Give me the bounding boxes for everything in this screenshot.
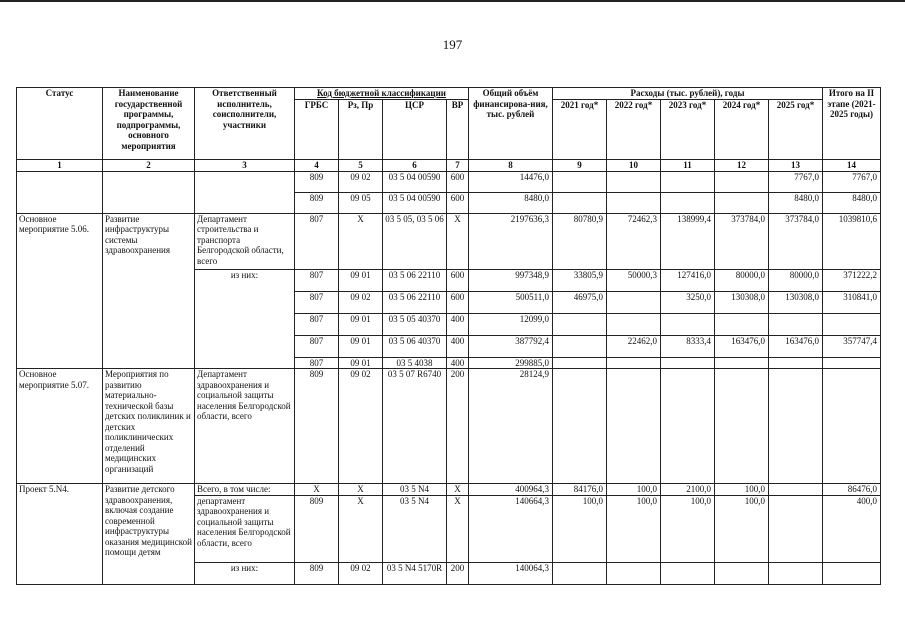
total-cell: 299885,0 [469,357,553,369]
y2023-cell [661,313,715,335]
col-num: 2 [103,160,195,172]
grbs-cell: Х [295,484,339,496]
responsible-cell: из них: [195,562,295,584]
vr-cell: 200 [447,562,469,584]
responsible-cell: Департамент строительства и транспорта Белгородской области, всего [195,213,295,269]
csr-cell: 03 5 05 40370 [383,313,447,335]
sum-cell: 86476,0 [823,484,881,496]
y2022-cell: 50000,3 [607,269,661,291]
grbs-cell: 807 [295,313,339,335]
y2023-cell: 100,0 [661,495,715,562]
total-cell: 387792,4 [469,335,553,357]
y2023-cell [661,192,715,213]
header-total-volume: Общий объём финансирова-ния, тыс. рублей [469,88,553,160]
y2025-cell [769,484,823,496]
grbs-cell: 807 [295,291,339,313]
grbs-cell: 809 [295,192,339,213]
col-num: 8 [469,160,553,172]
y2022-cell: 22462,0 [607,335,661,357]
rzpr-cell: 09 01 [339,269,383,291]
y2021-cell [553,562,607,584]
header-expenses: Расходы (тыс. рублей), годы [553,88,823,100]
y2024-cell: 163476,0 [715,335,769,357]
vr-cell: Х [447,495,469,562]
y2025-cell: 163476,0 [769,335,823,357]
y2021-cell [553,171,607,192]
rzpr-cell: Х [339,213,383,269]
sum-cell [823,562,881,584]
col-num: 9 [553,160,607,172]
y2025-cell [769,313,823,335]
status-cell: Основное мероприятие 5.07. [17,369,103,484]
grbs-cell: 807 [295,269,339,291]
col-num: 5 [339,160,383,172]
y2021-cell: 46975,0 [553,291,607,313]
y2021-cell [553,335,607,357]
col-num: 3 [195,160,295,172]
col-num: 13 [769,160,823,172]
responsible-cell: из них: [195,269,295,369]
col-num: 12 [715,160,769,172]
y2021-cell: 80780,9 [553,213,607,269]
table-row [17,171,881,192]
col-num: 1 [17,160,103,172]
vr-cell: 400 [447,357,469,369]
grbs-cell: 809 [295,562,339,584]
col-num: 10 [607,160,661,172]
header-stage-total: Итого на II этапе (2021-2025 годы) [823,88,881,160]
y2022-cell: 100,0 [607,484,661,496]
y2025-cell: 7767,0 [769,171,823,192]
y2022-cell [607,291,661,313]
rzpr-cell: 09 01 [339,357,383,369]
name-cell: Развитие детского здравоохранения, включая создание современной инфраструктуры оказания медицинской помощи детям [103,484,195,585]
total-cell: 140064,3 [469,562,553,584]
header-y2022: 2022 год* [607,100,661,160]
y2025-cell [769,495,823,562]
y2021-cell [553,357,607,369]
y2021-cell [553,313,607,335]
status-cell: Проект 5.N4. [17,484,103,585]
column-number-row [17,160,881,172]
y2021-cell [553,369,607,484]
grbs-cell: 807 [295,213,339,269]
y2024-cell [715,192,769,213]
grbs-cell: 807 [295,335,339,357]
table-row [17,213,881,269]
y2024-cell: 373784,0 [715,213,769,269]
header-budget-code: Код бюджетной классификации [295,88,469,100]
vr-cell: 600 [447,291,469,313]
y2021-cell [553,192,607,213]
header-grbs: ГРБС [295,100,339,160]
y2021-cell: 100,0 [553,495,607,562]
y2023-cell: 127416,0 [661,269,715,291]
total-cell: 2197636,3 [469,213,553,269]
y2025-cell: 373784,0 [769,213,823,269]
sum-cell: 310841,0 [823,291,881,313]
rzpr-cell: 09 01 [339,313,383,335]
y2024-cell: 80000,0 [715,269,769,291]
vr-cell: 600 [447,171,469,192]
csr-cell: 03 5 4038 [383,357,447,369]
sum-cell: 7767,0 [823,171,881,192]
y2022-cell [607,562,661,584]
y2021-cell: 33805,9 [553,269,607,291]
y2024-cell [715,562,769,584]
y2025-cell [769,357,823,369]
y2023-cell: 8333,4 [661,335,715,357]
csr-cell: 03 5 N4 [383,484,447,496]
grbs-cell: 809 [295,171,339,192]
responsible-cell: департамент здравоохранения и социальной защиты населения Белгородской области, всего [195,495,295,562]
y2023-cell [661,357,715,369]
y2025-cell [769,369,823,484]
sum-cell [823,369,881,484]
status-cell: Основное мероприятие 5.06. [17,213,103,369]
total-cell: 12099,0 [469,313,553,335]
y2024-cell [715,171,769,192]
header-responsible: Ответственный исполнитель, соисполнители, участники [195,88,295,160]
table-row [17,484,881,496]
rzpr-cell: Х [339,484,383,496]
page-number: 197 [442,37,463,52]
csr-cell: 03 5 06 22110 [383,291,447,313]
y2022-cell [607,313,661,335]
y2024-cell [715,369,769,484]
y2022-cell: 72462,3 [607,213,661,269]
header-vr: ВР [447,100,469,160]
name-cell [103,171,195,213]
y2023-cell: 138999,4 [661,213,715,269]
status-cell [17,171,103,213]
y2023-cell: 3250,0 [661,291,715,313]
grbs-cell: 809 [295,369,339,484]
y2024-cell [715,357,769,369]
total-cell: 500511,0 [469,291,553,313]
col-num: 4 [295,160,339,172]
grbs-cell: 807 [295,357,339,369]
y2024-cell: 100,0 [715,495,769,562]
y2023-cell [661,171,715,192]
y2023-cell [661,369,715,484]
csr-cell: 03 5 06 40370 [383,335,447,357]
header-y2021: 2021 год* [553,100,607,160]
y2023-cell: 2100,0 [661,484,715,496]
y2022-cell [607,171,661,192]
rzpr-cell: 09 01 [339,335,383,357]
name-cell: Мероприятия по развитию материально-технической базы детских поликлиник и детских поликлинических отделений медицинских организаций [103,369,195,484]
col-num: 7 [447,160,469,172]
csr-cell: 03 5 05, 03 5 06 [383,213,447,269]
vr-cell: 600 [447,192,469,213]
rzpr-cell: 09 02 [339,291,383,313]
sum-cell [823,313,881,335]
header-name: Наименование государственной программы, подпрограммы, основного мероприятия [103,88,195,160]
y2023-cell [661,562,715,584]
y2024-cell: 100,0 [715,484,769,496]
y2022-cell [607,192,661,213]
header-csr: ЦСР [383,100,447,160]
y2022-cell [607,357,661,369]
csr-cell: 03 5 N4 5170R [383,562,447,584]
sum-cell: 400,0 [823,495,881,562]
sum-cell: 8480,0 [823,192,881,213]
y2025-cell: 8480,0 [769,192,823,213]
rzpr-cell: 09 02 [339,562,383,584]
y2021-cell: 84176,0 [553,484,607,496]
header-y2024: 2024 год* [715,100,769,160]
sum-cell [823,357,881,369]
total-cell: 140664,3 [469,495,553,562]
y2022-cell [607,369,661,484]
csr-cell: 03 5 06 22110 [383,269,447,291]
y2024-cell: 130308,0 [715,291,769,313]
y2025-cell: 130308,0 [769,291,823,313]
header-rzpr: Рз, Пр [339,100,383,160]
y2025-cell: 80000,0 [769,269,823,291]
total-cell: 997348,9 [469,269,553,291]
sum-cell: 357747,4 [823,335,881,357]
total-cell: 400964,3 [469,484,553,496]
col-num: 11 [661,160,715,172]
total-cell: 8480,0 [469,192,553,213]
rzpr-cell: 09 02 [339,171,383,192]
responsible-cell [195,171,295,213]
vr-cell: 400 [447,335,469,357]
header-status: Статус [17,88,103,160]
header-y2023: 2023 год* [661,100,715,160]
responsible-cell: Департамент здравоохранения и социальной защиты населения Белгородской области, всего [195,369,295,484]
y2022-cell: 100,0 [607,495,661,562]
responsible-cell: Всего, в том числе: [195,484,295,496]
vr-cell: Х [447,484,469,496]
col-num: 14 [823,160,881,172]
vr-cell: Х [447,213,469,269]
rzpr-cell: Х [339,495,383,562]
csr-cell: 03 5 07 R6740 [383,369,447,484]
page-top-border [0,0,905,2]
sum-cell: 371222,2 [823,269,881,291]
csr-cell: 03 5 N4 [383,495,447,562]
rzpr-cell: 09 05 [339,192,383,213]
y2025-cell [769,562,823,584]
rzpr-cell: 09 02 [339,369,383,484]
budget-table [16,87,881,585]
name-cell: Развитие инфраструктуры системы здравоохранения [103,213,195,369]
vr-cell: 600 [447,269,469,291]
table-row [17,369,881,484]
grbs-cell: 809 [295,495,339,562]
vr-cell: 400 [447,313,469,335]
total-cell: 14476,0 [469,171,553,192]
header-y2025: 2025 год* [769,100,823,160]
csr-cell: 03 5 04 00590 [383,171,447,192]
col-num: 6 [383,160,447,172]
total-cell: 28124,9 [469,369,553,484]
vr-cell: 200 [447,369,469,484]
csr-cell: 03 5 04 00590 [383,192,447,213]
sum-cell: 1039810,6 [823,213,881,269]
y2024-cell [715,313,769,335]
